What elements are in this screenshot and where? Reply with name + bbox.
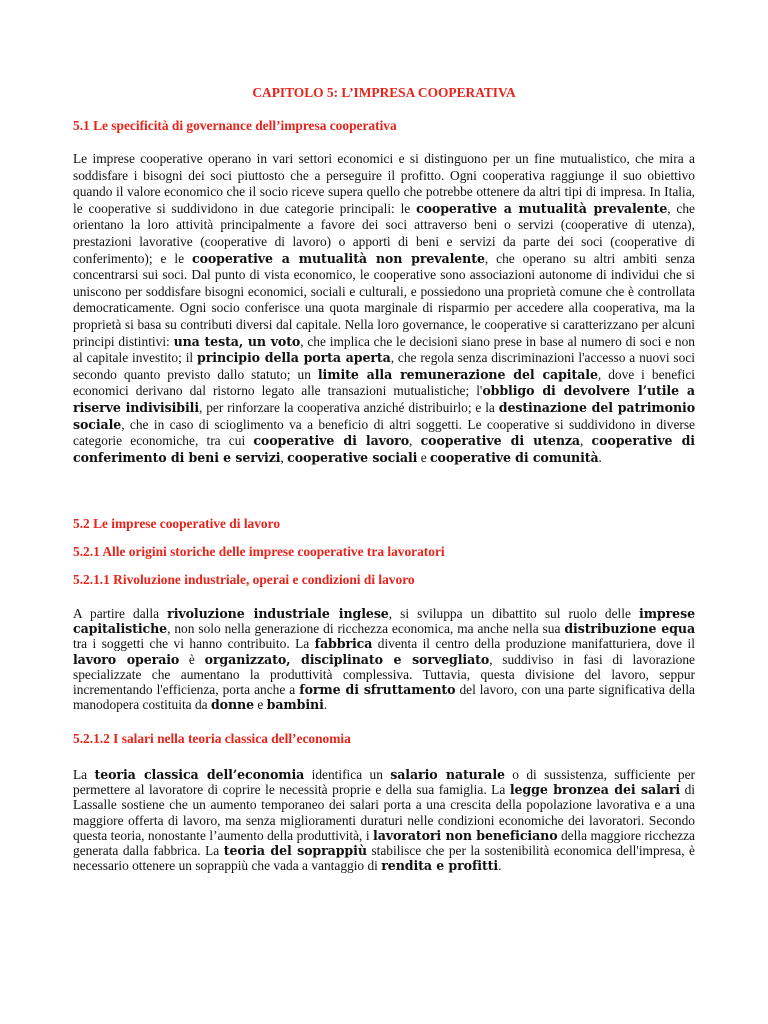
bold-term: rivoluzione industriale inglese: [167, 606, 389, 621]
bold-term: legge bronzea dei salari: [509, 782, 681, 798]
bold-term: principio della porta aperta: [197, 350, 391, 366]
bold-term: cooperative a mutualità prevalente: [416, 200, 668, 216]
text-run: , si sviluppa un dibattito sul ruolo delle: [388, 606, 640, 621]
text-run: diventa il centro della produzione manifatturiera, dove il: [372, 636, 696, 652]
text-run: ,: [409, 433, 421, 449]
section-heading-5-2-1: 5.2.1 Alle origini storiche delle imprese cooperative tra lavoratori: [73, 544, 445, 559]
bold-term: distribuzione equa: [564, 621, 696, 637]
text-run: identifica un: [304, 767, 391, 782]
section-heading-5-1: 5.1 Le specificità di governance dell’impresa cooperativa: [73, 118, 397, 133]
text-run: è: [179, 651, 205, 667]
bold-term: obbligo di devolvere l’utile a riserve indivisibili: [73, 383, 695, 415]
text-run: e: [254, 697, 267, 713]
text-run: , che implica che le decisioni siano prese in base al numero di soci e non al capitale investito; il: [73, 333, 695, 366]
bold-term: bambini: [266, 697, 324, 713]
text-run: , per rinforzare la cooperativa anziché distribuirlo; e la: [199, 399, 499, 415]
section-heading-5-2-1-2: 5.2.1.2 I salari nella teoria classica dell’economia: [73, 731, 351, 746]
bold-term: organizzato, disciplinato e sorvegliato: [204, 651, 490, 667]
paragraph-governance: [73, 151, 695, 466]
text-run: La: [73, 767, 95, 782]
text-run: , non solo nella generazione di ricchezza economica, ma anche nella sua: [167, 621, 565, 637]
section-heading-5-2: 5.2 Le imprese cooperative di lavoro: [73, 516, 281, 531]
text-run: .: [598, 449, 602, 465]
bold-term: cooperative sociali: [287, 449, 418, 465]
text-run: A partire dalla: [73, 606, 168, 621]
bold-term: salario naturale: [390, 767, 505, 782]
bold-term: teoria del soprappiù: [223, 843, 367, 859]
text-run: ,: [280, 449, 288, 465]
paragraph-industrial-revolution: [73, 606, 695, 712]
bold-term: cooperative di lavoro: [253, 433, 410, 449]
text-run: Le imprese cooperative operano in vari settori economici e si distinguono per un fine mutualistico, che mira a soddisfare i bisogni dei soci piuttosto che a perseguire il profitto. Ogni cooperativa raggiunge il suo obiettivo quando il valore economico che il socio riceve supera quello che potrebbe ottenere da altri tipi di impresa. In Italia, le cooperative si suddividono in due categorie principali: le: [73, 151, 695, 216]
text-run: e: [417, 449, 430, 465]
bold-term: destinazione del patrimonio sociale: [73, 399, 695, 432]
text-run: .: [498, 858, 502, 874]
chapter-title: CAPITOLO 5: L’IMPRESA COOPERATIVA: [252, 85, 516, 100]
bold-term: cooperative di comunità: [429, 449, 599, 465]
text-run: .: [323, 697, 328, 713]
bold-term: rendita e profitti: [381, 858, 499, 874]
bold-term: cooperative di utenza: [420, 433, 580, 449]
bold-term: lavoro operaio: [73, 651, 180, 667]
text-run: , che operano su altri ambiti senza concentrarsi sui soci. Dal punto di vista economico, le cooperative sono associazioni autonome di individui che si uniscono per soddisfare bisogni economici, sociali e culturali, e possiedono una proprietà comune che è controllata democraticamente. Ogni socio conferisce una quota marginale di risparmio per accedere alla cooperativa, ma la proprietà si basa su contributi diversi dal capitale. Nella loro governance, le cooperative si caratterizzano per alcuni principi distintivi:: [73, 250, 695, 349]
bold-term: cooperative di conferimento di beni e servizi: [73, 433, 695, 465]
bold-term: limite alla remunerazione del capitale: [317, 366, 598, 382]
text-run: della maggiore ricchezza generata dalla fabbrica. La: [73, 827, 695, 859]
section-heading-5-2-1-1: 5.2.1.1 Rivoluzione industriale, operai e condizioni di lavoro: [73, 572, 415, 587]
paragraph-classical-wages: [73, 767, 695, 873]
bold-term: lavoratori non beneficiano: [373, 827, 558, 843]
bold-term: cooperative a mutualità non prevalente: [192, 250, 485, 266]
bold-term: fabbrica: [314, 636, 373, 652]
text-run: , suddiviso in fasi di lavorazione specializzate che aumentano la produttività complessiva. Tuttavia, questa divisione del lavoro, seppur incrementando l'efficienza, porta anche a: [73, 651, 696, 698]
text-run: ,: [580, 433, 592, 449]
text-run: , dove i benefici economici derivano dal ristorno legato alle transazioni mutualistiche; l': [73, 366, 695, 399]
text-run: , che orientano la loro attività principalmente a favore dei soci attraverso beni o servizi (cooperative di utenza), prestazioni lavorative (cooperative di lavoro) o apporti di beni e servizi da parte dei soci (cooperative di conferimento); e le: [73, 200, 695, 266]
text-run: o di sussistenza, sufficiente per permettere al lavoratore di coprire le necessità proprie e della sua famiglia. La: [73, 767, 696, 798]
text-run: del lavoro, con una parte significativa della manodopera costituita da: [73, 682, 695, 713]
text-run: di Lassalle sostiene che un aumento temporaneo dei salari porta a una crescita della popolazione lavorativa e a una maggiore offerta di lavoro, ma senza miglioramenti duraturi nelle condizioni economiche dei lavoratori. Secondo questa teoria, nonostante l’aumento della produttività, i: [73, 782, 695, 843]
bold-term: forme di sfruttamento: [299, 682, 456, 698]
bold-term: donne: [210, 697, 254, 713]
text-run: tra i soggetti che vi hanno contribuito. La: [73, 636, 315, 652]
text-run: , che in caso di scioglimento va a beneficio di altri soggetti. Le cooperative si suddividono in diverse categorie economiche, tra cui: [73, 416, 695, 449]
bold-term: una testa, un voto: [173, 333, 301, 349]
text-run: stabilisce che per la sostenibilità economica dell'impresa, è necessario ottenere un soprappiù che vada a vantaggio di: [73, 843, 696, 874]
bold-term: imprese capitalistiche: [73, 606, 695, 637]
text-run: , che regola senza discriminazioni l'accesso a nuovi soci secondo quanto previsto dallo statuto; un: [73, 350, 696, 382]
bold-term: teoria classica dell’economia: [94, 767, 305, 782]
